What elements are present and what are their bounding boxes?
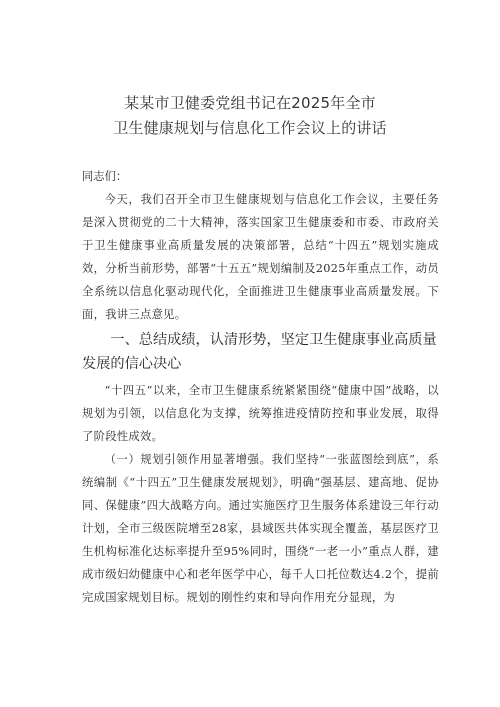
- intro-paragraph: 今天，我们召开全市卫生健康规划与信息化工作会议，主要任务是深入贯彻党的二十大精神，落实国家卫生健康委和市委、市政府关于卫生健康事业高质量发展的决策部署，总结“十四五”规划实施成效，分析当前形势，部署“十五五”规划编制及2025年重点工作，动员全系统以信息化驱动现代化，全面推进卫生健康事业高质量发展。下面，我讲三点意见。: [82, 193, 439, 321]
- section1-paragraph-2: （一）规划引领作用显著增强。我们坚持“一张蓝图绘到底”，系统编制《“十四五”卫生健康发展规划》，明确“强基层、建高地、促协同、保健康”四大战略方向。通过实施医疗卫生服务体系建设三年行动计划，全市三级医院增至28家，县域医共体实现全覆盖，基层医疗卫生机构标准化达标率提升至95%同时，围绕“一老一小”重点人群，建成市级妇幼健康中心和老年医学中心，每千人口托位数达4.2个，提前完成国家规划目标。规划的刚性约束和导向作用充分显现，为: [82, 453, 439, 604]
- document-title-line1: 某某市卫健委党组书记在2025年全市: [124, 94, 376, 112]
- salutation: 同志们：: [82, 170, 128, 183]
- document-title-line2: 卫生健康规划与信息化工作会议上的讲话: [113, 119, 387, 137]
- section1-paragraph-1: “十四五”以来，全市卫生健康系统紧紧围绕“健康中国”战略，以规划为引领，以信息化为支撑，统筹推进疫情防控和事业发展，取得了阶段性成效。: [82, 384, 439, 443]
- document-body: [82, 166, 439, 609]
- section-heading: 一、总结成绩，认清形势，坚定卫生健康事业高质量发展的信心决心: [82, 332, 437, 372]
